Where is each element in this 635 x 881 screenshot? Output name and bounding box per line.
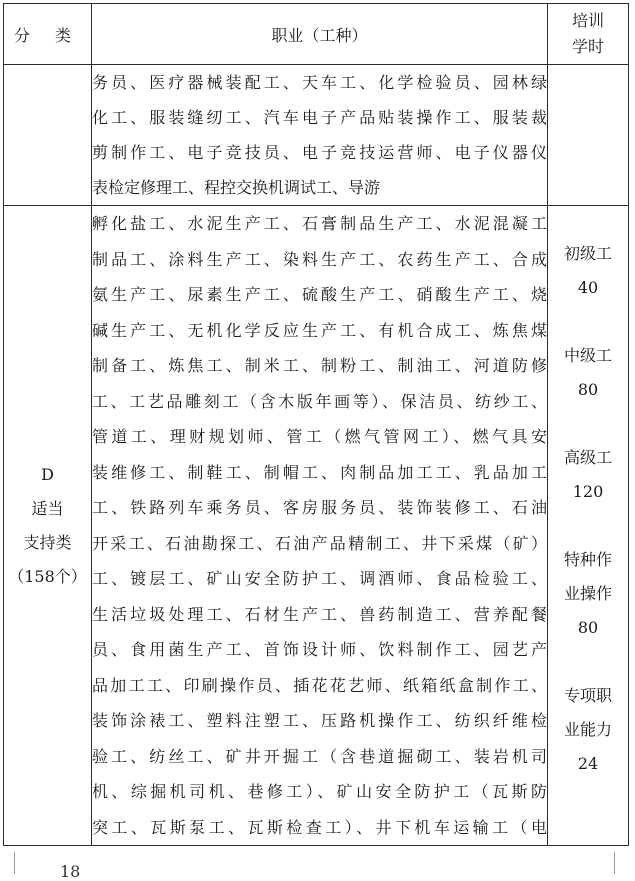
hours-level-name-line: 专项职 bbox=[563, 685, 612, 705]
occupation-line: 开采工、石油勘探工、石油产品精制工、井下采煤（矿） bbox=[92, 533, 547, 553]
hours-level-name-line: 特种作 bbox=[563, 549, 612, 569]
header-hours-line1: 培训 bbox=[571, 11, 604, 30]
table-header-row bbox=[4, 4, 629, 65]
occupation-line: 工、镀层工、矿山安全防护工、调酒师、食品检验工、 bbox=[92, 569, 547, 588]
occupation-table bbox=[3, 3, 629, 846]
hours-group-senior bbox=[548, 441, 628, 509]
occupation-line: 品加工工、印刷操作员、插花花艺师、纸箱纸盒制作工、 bbox=[92, 675, 547, 695]
occupation-line: 制备工、炼焦工、制米工、制粉工、制油工、河道防修 bbox=[92, 356, 547, 375]
occupation-line: 孵化盐工、水泥生产工、石膏制品生产工、水泥混凝工 bbox=[92, 214, 547, 233]
category-cell bbox=[4, 206, 92, 846]
occupation-line: 氨生产工、尿素生产工、硫酸生产工、硝酸生产工、烧 bbox=[92, 285, 547, 304]
hours-group-junior bbox=[548, 237, 628, 305]
hours-level-name: 高级工 bbox=[563, 447, 612, 467]
occupation-line: 化工、服装缝纫工、汽车电子产品贴装操作工、服装裁 bbox=[92, 108, 547, 127]
occupation-line: 装饰涂裱工、塑料注塑工、压路机操作工、纺织纤维检 bbox=[92, 711, 547, 730]
header-hours-line2: 学时 bbox=[571, 37, 604, 56]
occupation-line: 突工、瓦斯泵工、瓦斯检查工）、井下机车运输工（电 bbox=[92, 817, 547, 837]
table-row bbox=[4, 206, 629, 846]
hours-value: 40 bbox=[577, 277, 599, 297]
hours-value: 80 bbox=[577, 379, 599, 399]
occupation-line: 务员、医疗器械装配工、天车工、化学检验员、园林绿 bbox=[92, 73, 547, 92]
occupation-line: 验工、纺丝工、矿井开掘工（含巷道掘砌工、装岩机司 bbox=[92, 746, 547, 766]
header-occupation: 职业（工种） bbox=[92, 4, 548, 65]
occupation-line: 装维修工、制鞋工、制帽工、肉制品加工工、乳品加工 bbox=[92, 462, 547, 482]
occupation-line: 表检定修理工、程控交换机调试工、导游 bbox=[92, 178, 381, 197]
hours-value: 80 bbox=[577, 617, 599, 637]
occupation-line: 生活垃圾处理工、石材生产工、兽药制造工、营养配餐 bbox=[92, 604, 547, 624]
hours-group-special-operation bbox=[548, 543, 628, 645]
occupation-line: 工、工艺品雕刻工（含木版年画等）、保洁员、纺纱工、 bbox=[92, 391, 547, 411]
category-line: 适当 bbox=[31, 498, 64, 518]
hours-level-name-line: 业能力 bbox=[563, 719, 612, 739]
category-code: D bbox=[41, 464, 54, 484]
hours-level-name-line: 业操作 bbox=[563, 583, 612, 603]
occupation-line: 机、综掘机司机、巷修工）、矿山安全防护工（瓦斯防 bbox=[92, 782, 547, 801]
occupation-line: 工、铁路列车乘务员、客房服务员、装饰装修工、石油 bbox=[92, 498, 547, 517]
occupation-line: 剪制作工、电子竞技员、电子竞技运营师、电子仪器仪 bbox=[92, 143, 547, 162]
occupation-line: 碱生产工、无机化学反应生产工、有机合成工、炼焦煤 bbox=[92, 320, 547, 340]
hours-value: 24 bbox=[577, 753, 599, 773]
hours-group-intermediate bbox=[548, 339, 628, 407]
header-training-hours bbox=[548, 4, 629, 65]
hours-cell-empty bbox=[548, 65, 629, 206]
hours-level-name: 初级工 bbox=[563, 243, 612, 263]
occupation-list-cell bbox=[92, 206, 548, 846]
category-count: （158个） bbox=[8, 566, 87, 586]
category-cell-empty bbox=[4, 65, 92, 206]
training-hours-cell bbox=[548, 206, 629, 846]
table-row bbox=[4, 65, 629, 206]
category-line: 支持类 bbox=[23, 532, 72, 552]
occupation-line: 员、食用菌生产工、首饰设计师、饮料制作工、园艺产 bbox=[92, 640, 547, 659]
page-corner-mark-right bbox=[614, 852, 615, 874]
occupation-line: 管道工、理财规划师、管工（燃气管网工）、燃气具安 bbox=[92, 427, 547, 446]
page-corner-mark-left bbox=[14, 852, 15, 874]
header-category: 分 类 bbox=[4, 4, 92, 65]
hours-group-special-ability bbox=[548, 679, 628, 781]
page-number: 18 bbox=[60, 862, 81, 881]
occupation-list-cell bbox=[92, 65, 548, 206]
occupation-line: 制品工、涂料生产工、染料生产工、农药生产工、合成 bbox=[92, 249, 547, 269]
hours-level-name: 中级工 bbox=[563, 345, 612, 365]
hours-value: 120 bbox=[572, 481, 604, 501]
